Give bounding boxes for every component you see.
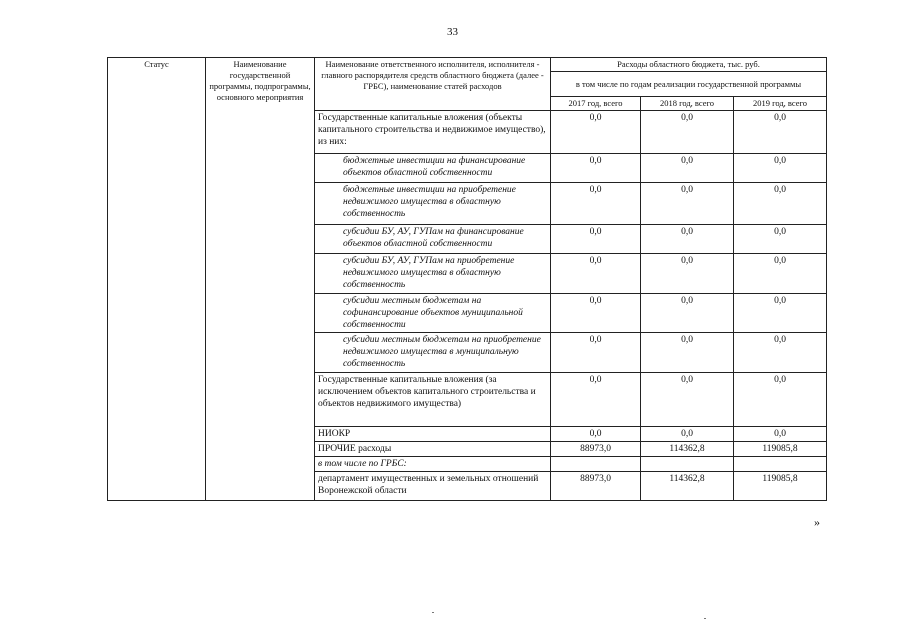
row-label: субсидии местным бюджетам на софинансирование объектов муниципальной собственности (315, 294, 551, 333)
row-value-2018: 0,0 (641, 254, 734, 294)
row-value-2019: 119085,8 (734, 472, 827, 501)
row-value-2019: 0,0 (734, 294, 827, 333)
row-value-2019: 0,0 (734, 183, 827, 225)
row-value-2019: 0,0 (734, 111, 827, 154)
row-value-2018: 0,0 (641, 154, 734, 183)
row-value-2017: 0,0 (551, 111, 641, 154)
row-value-2017: 0,0 (551, 333, 641, 373)
row-value-2019: 0,0 (734, 154, 827, 183)
row-label: ПРОЧИЕ расходы (315, 442, 551, 457)
by-years-header: в том числе по годам реализации государственной программы (551, 72, 827, 97)
row-value-2017: 0,0 (551, 427, 641, 442)
scan-speck (432, 612, 434, 613)
row-label: НИОКР (315, 427, 551, 442)
row-label: бюджетные инвестиции на финансирование объектов областной собственности (315, 154, 551, 183)
page-number: 33 (447, 26, 458, 38)
status-header: Статус (108, 58, 206, 501)
row-value-2019: 0,0 (734, 225, 827, 254)
year-header-2019: 2019 год, всего (734, 97, 827, 111)
year-header-2018: 2018 год, всего (641, 97, 734, 111)
row-label: бюджетные инвестиции на приобретение недвижимого имущества в областную собственность (315, 183, 551, 225)
continuation-mark: » (814, 515, 820, 529)
row-value-2018: 114362,8 (641, 442, 734, 457)
row-value-2018: 114362,8 (641, 472, 734, 501)
row-label: субсидии местным бюджетам на приобретение недвижимого имущества в муниципальную собственность (315, 333, 551, 373)
budget-table (107, 57, 827, 501)
row-value-2017 (551, 457, 641, 472)
row-value-2018: 0,0 (641, 225, 734, 254)
row-value-2019 (734, 457, 827, 472)
row-value-2018: 0,0 (641, 183, 734, 225)
executor-header: Наименование ответственного исполнителя, исполнителя - главного распорядителя средств областного бюджета (далее - ГРБС), наименование статей расходов (315, 58, 551, 111)
row-value-2019: 119085,8 (734, 442, 827, 457)
row-label: субсидии БУ, АУ, ГУПам на финансирование объектов областной собственности (315, 225, 551, 254)
row-value-2019: 0,0 (734, 254, 827, 294)
expenses-header: Расходы областного бюджета, тыс. руб. (551, 58, 827, 72)
row-value-2018: 0,0 (641, 333, 734, 373)
row-value-2017: 0,0 (551, 154, 641, 183)
row-value-2017: 88973,0 (551, 442, 641, 457)
row-value-2018: 0,0 (641, 427, 734, 442)
row-value-2017: 0,0 (551, 373, 641, 427)
row-value-2019: 0,0 (734, 427, 827, 442)
row-label: департамент имущественных и земельных отношений Воронежской области (315, 472, 551, 501)
row-label: Государственные капитальные вложения (объекты капитального строительства и недвижимое имущество), из них: (315, 111, 551, 154)
row-value-2018: 0,0 (641, 294, 734, 333)
row-value-2018: 0,0 (641, 373, 734, 427)
row-label: в том числе по ГРБС: (315, 457, 551, 472)
row-value-2019: 0,0 (734, 373, 827, 427)
row-value-2018: 0,0 (641, 111, 734, 154)
scan-speck (704, 618, 706, 619)
name-header: Наименование государственной программы, подпрограммы, основного мероприятия (206, 58, 315, 501)
row-value-2017: 0,0 (551, 294, 641, 333)
row-value-2018 (641, 457, 734, 472)
row-label: субсидии БУ, АУ, ГУПам на приобретение недвижимого имущества в областную собственность (315, 254, 551, 294)
row-label: Государственные капитальные вложения (за исключением объектов капитального строительства и объектов недвижимого имущества) (315, 373, 551, 427)
row-value-2017: 88973,0 (551, 472, 641, 501)
row-value-2017: 0,0 (551, 254, 641, 294)
row-value-2017: 0,0 (551, 183, 641, 225)
year-header-2017: 2017 год, всего (551, 97, 641, 111)
row-value-2019: 0,0 (734, 333, 827, 373)
row-value-2017: 0,0 (551, 225, 641, 254)
